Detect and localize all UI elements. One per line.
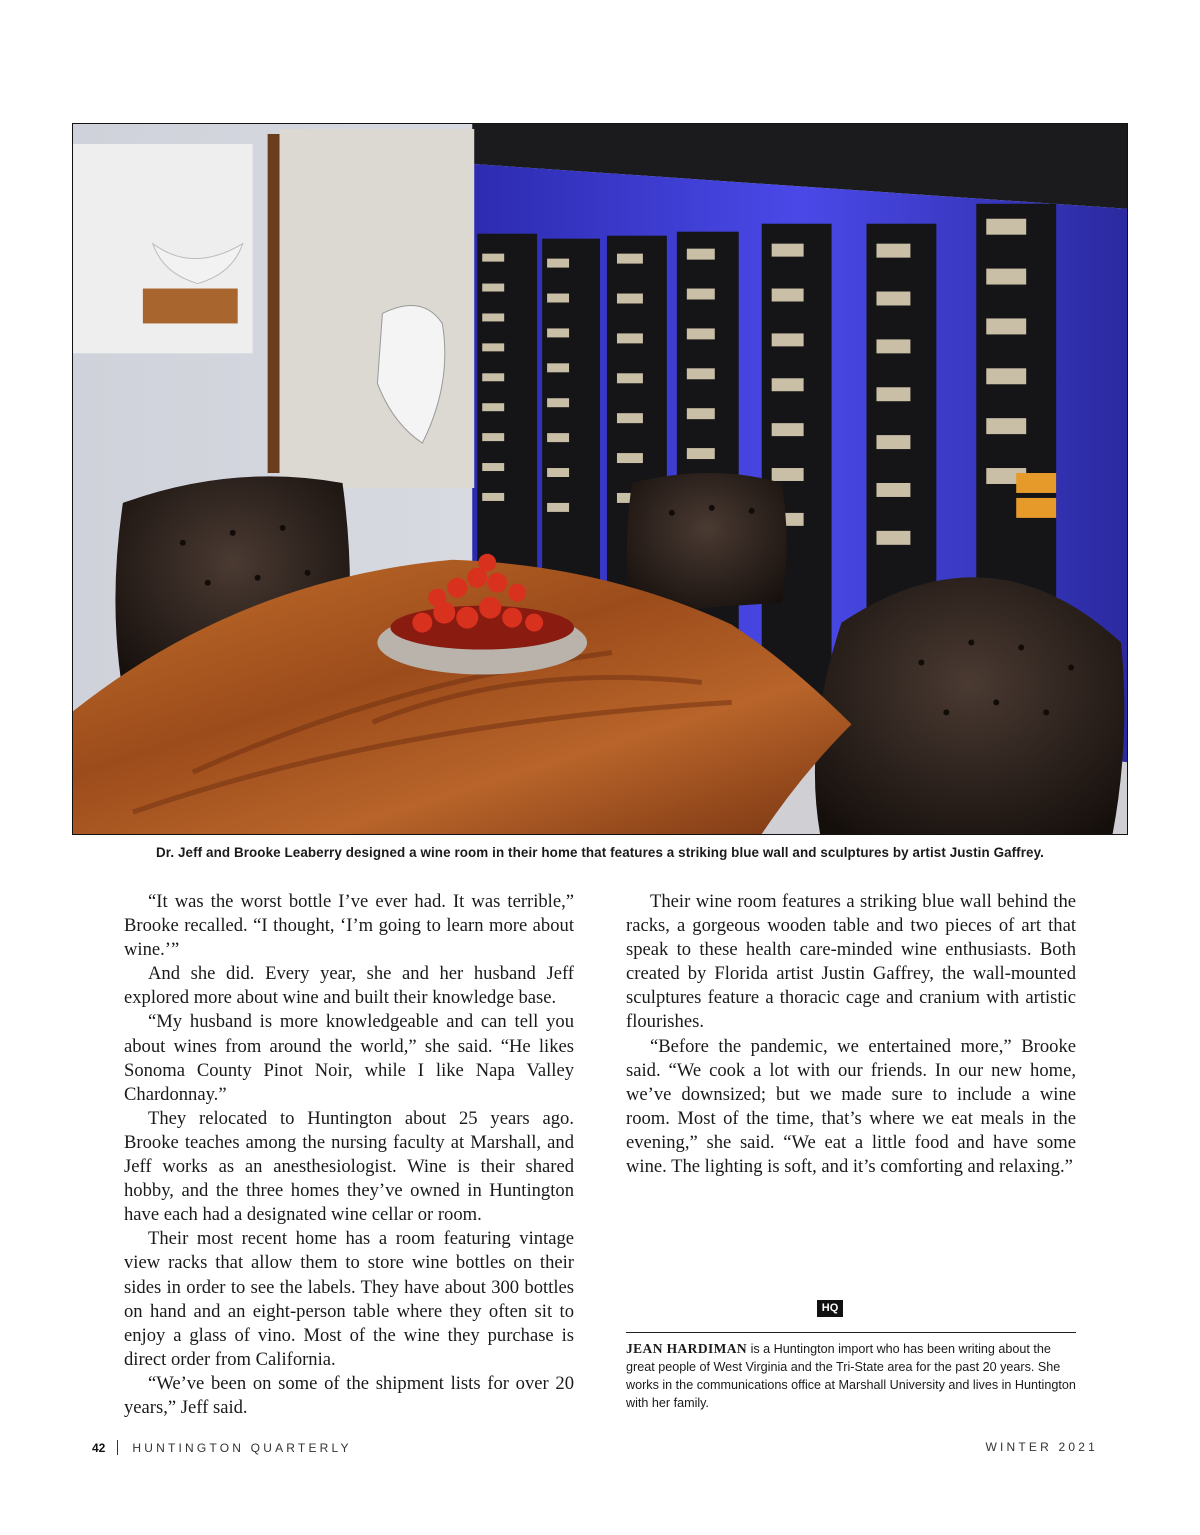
paragraph: “Before the pandemic, we entertained more,” Brooke said. “We cook a lot with our friends. In our new home, we’ve downsized; but we made sure to include a wine room. Most of the time, that’s where we eat meals in the evening,” she said. “We eat a little food and have some wine. The lighting is soft, and it’s comforting and relaxing.” [626,1035,1076,1178]
article-left-column [124,890,574,1420]
wine-room-photo [72,123,1128,835]
publication-name: HUNTINGTON QUARTERLY [132,1441,352,1455]
paragraph: “We’ve been on some of the shipment lists for over 20 years,” Jeff said. [124,1372,574,1418]
paragraph: They relocated to Huntington about 25 years ago. Brooke teaches among the nursing faculty at Marshall, and Jeff works as an anesthesiologist. Wine is their shared hobby, and the three homes they’ve owned in Huntington have each had a designated wine cellar or room. [124,1107,574,1226]
wine-room-illustration [73,124,1127,834]
paragraph: Their wine room features a striking blue wall behind the racks, a gorgeous wooden table and two pieces of art that speak to these health care-minded wine enthusiasts. Both created by Florida artist Justin Gaffrey, the wall-mounted sculptures feature a thoracic cage and cranium with artistic flourishes. [626,891,1076,1033]
article-right-column [626,890,1076,1179]
footer-left [92,1440,352,1455]
bio-divider [626,1332,1076,1333]
issue-label: WINTER 2021 [985,1440,1098,1454]
page-number: 42 [92,1441,106,1455]
paragraph: “It was the worst bottle I’ve ever had. It was terrible,” Brooke recalled. “I thought, ‘I’m going to learn more about wine.’” [124,891,574,961]
paragraph: “My husband is more knowledgeable and can tell you about wines from around the world,” she said. “He likes Sonoma County Pinot Noir, while I like Napa Valley Chardonnay.” [124,1011,574,1105]
footer-divider [117,1440,118,1455]
author-bio [626,1340,1078,1412]
hq-logo-icon: HQ [817,1300,843,1317]
paragraph: Their most recent home has a room featuring vintage view racks that allow them to store wine bottles on their sides in order to see the labels. They have about 300 bottles on hand and an eight-person table where they often sit to enjoy a glass of vino. Most of the wine they purchase is direct order from California. [124,1228,574,1370]
paragraph: And she did. Every year, she and her husband Jeff explored more about wine and built their knowledge base. [124,963,574,1009]
author-name: JEAN HARDIMAN [626,1341,748,1356]
author-bio-text: is a Huntington import who has been writing about the great people of West Virginia and the Tri-State area for the past 20 years. She works in the communications office at Marshall University and lives in Huntington with her family. [626,1342,1076,1410]
photo-caption: Dr. Jeff and Brooke Leaberry designed a wine room in their home that features a striking blue wall and sculptures by artist Justin Gaffrey. [156,845,1044,860]
